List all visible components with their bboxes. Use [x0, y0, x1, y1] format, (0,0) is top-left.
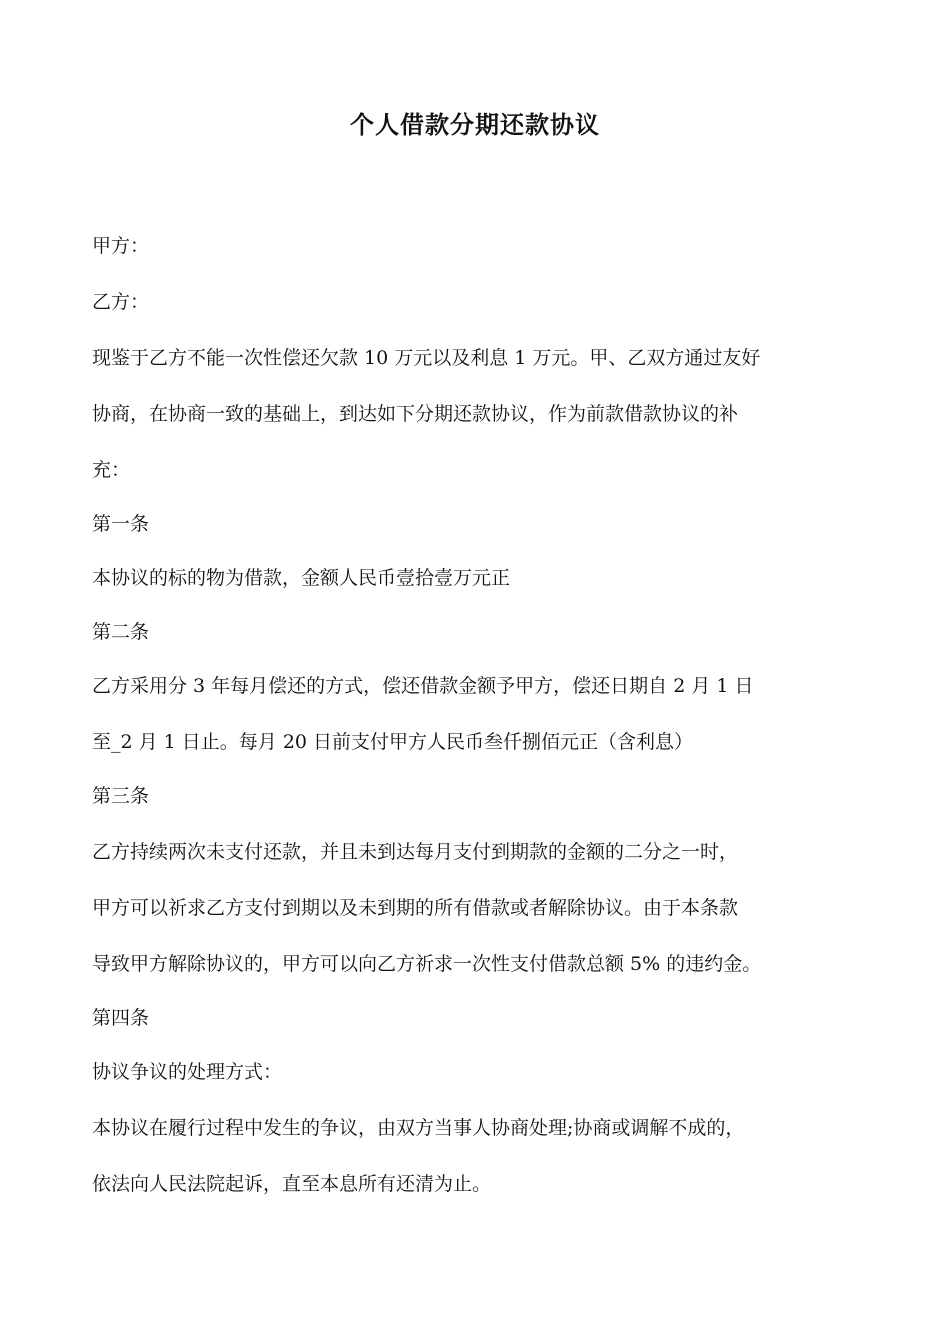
article-3-text-3: 导致甲方解除协议的，甲方可以向乙方祈求一次性支付借款总额 5% 的违约金。 — [92, 953, 762, 975]
preamble-line-3: 充： — [92, 459, 131, 481]
article-4-text-2: 依法向人民法院起诉，直至本息所有还清为止。 — [92, 1173, 492, 1195]
party-b-line: 乙方： — [92, 291, 150, 313]
preamble-line-1: 现鉴于乙方不能一次性偿还欠款 10 万元以及利息 1 万元。甲、乙双方通过友好 — [92, 347, 761, 369]
article-2-text-1: 乙方采用分 3 年每月偿还的方式，偿还借款金额予甲方，偿还日期自 2 月 1 日 — [92, 675, 754, 697]
article-2-text-2: 至_2 月 1 日止。每月 20 日前支付甲方人民币叁仟捌佰元正（含利息） — [92, 731, 694, 753]
party-a-line: 甲方： — [92, 235, 150, 257]
article-4-heading: 第四条 — [92, 1007, 150, 1029]
article-4-subtitle: 协议争议的处理方式： — [92, 1061, 283, 1083]
article-1-heading: 第一条 — [92, 513, 150, 535]
article-3-heading: 第三条 — [92, 785, 150, 807]
preamble-line-2: 协商，在协商一致的基础上，到达如下分期还款协议，作为前款借款协议的补 — [92, 403, 739, 425]
article-4-text-1: 本协议在履行过程中发生的争议，由双方当事人协商处理;协商或调解不成的， — [92, 1117, 745, 1139]
document-body — [92, 232, 872, 1226]
article-3-text-1: 乙方持续两次未支付还款，并且未到达每月支付到期款的金额的二分之一时， — [92, 841, 739, 863]
document-title: 个人借款分期还款协议 — [350, 110, 600, 139]
article-2-heading: 第二条 — [92, 621, 150, 643]
article-1-text: 本协议的标的物为借款，金额人民币壹拾壹万元正 — [92, 567, 511, 589]
article-3-text-2: 甲方可以祈求乙方支付到期以及未到期的所有借款或者解除协议。由于本条款 — [92, 897, 739, 919]
